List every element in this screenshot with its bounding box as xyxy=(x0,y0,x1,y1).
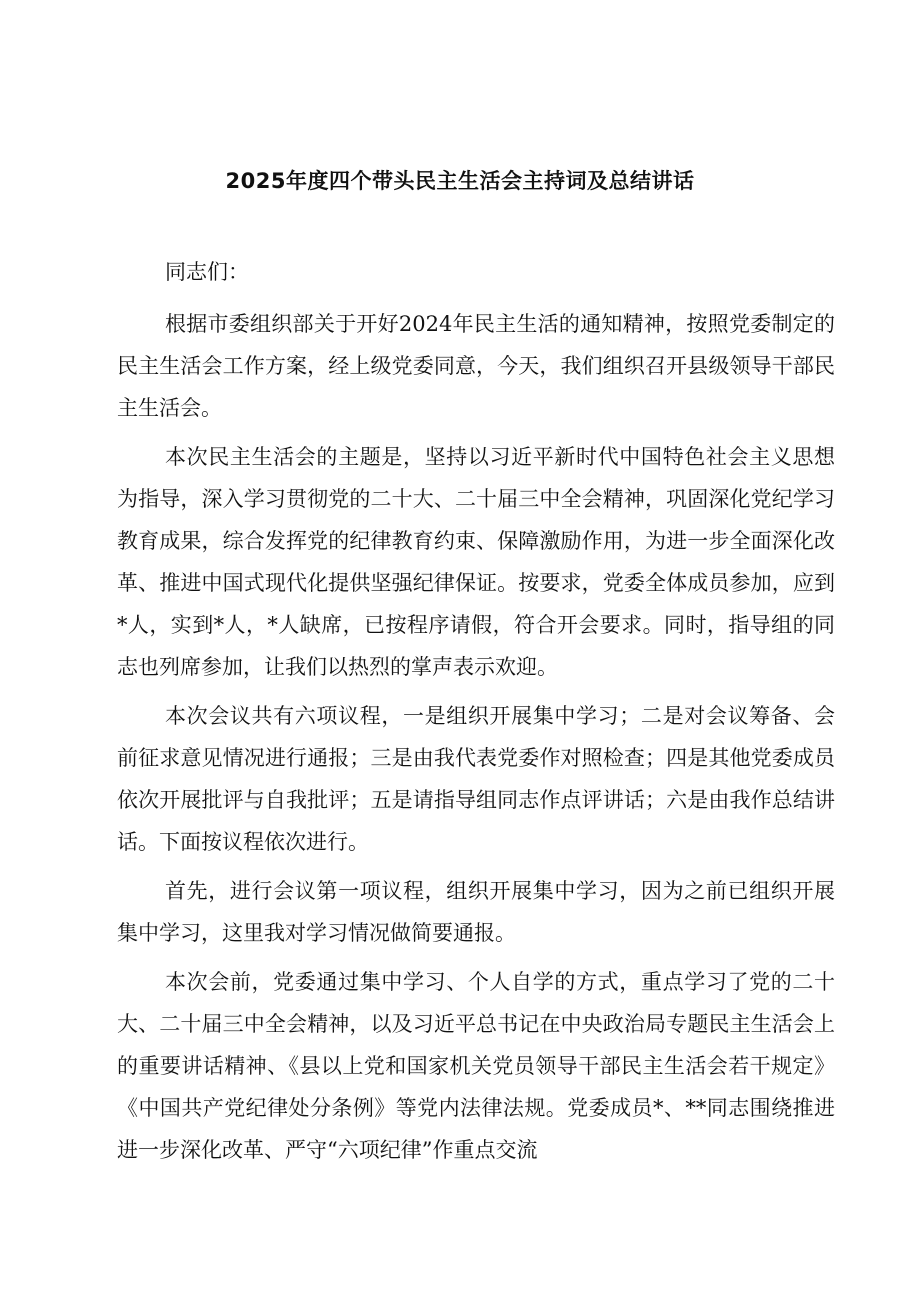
document-title: 2025年度四个带头民主生活会主持词及总结讲话 xyxy=(225,169,695,193)
paragraph-study-report: 本次会前，党委通过集中学习、个人自学的方式，重点学习了党的二十大、二十届三中全会精神，以及习近平总书记在中央政治局专题民主生活会上的重要讲话精神、《县以上党和国家机关党员领导干部民主生活会若干规定》《中国共产党纪律处分条例》等党内法律法规。党委成员*、**同志围绕推进进一步深化改革、严守“六项纪律”作重点交流 xyxy=(117,970,835,1162)
document-body xyxy=(117,251,835,1178)
paragraph-first-item: 首先，进行会议第一项议程，组织开展集中学习，因为之前已组织开展集中学习，这里我对学习情况做简要通报。 xyxy=(117,879,835,945)
paragraph-meeting-basis: 根据市委组织部关于开好2024年民主生活的通知精神，按照党委制定的民主生活会工作方案，经上级党委同意，今天，我们组织召开县级领导干部民主生活会。 xyxy=(117,312,835,420)
paragraph-meeting-theme: 本次民主生活会的主题是，坚持以习近平新时代中国特色社会主义思想为指导，深入学习贯彻党的二十大、二十届三中全会精神，巩固深化党纪学习教育成果，综合发挥党的纪律教育约束、保障激励作用，为进一步全面深化改革、推进中国式现代化提供坚强纪律保证。按要求，党委全体成员参加，应到*人，实到*人，*人缺席，已按程序请假，符合开会要求。同时，指导组的同志也列席参加，让我们以热烈的掌声表示欢迎。 xyxy=(117,445,835,679)
greeting: 同志们： xyxy=(165,260,249,284)
paragraph-agenda: 本次会议共有六项议程，一是组织开展集中学习；二是对会议筹备、会前征求意见情况进行通报；三是由我代表党委作对照检查；四是其他党委成员依次开展批评与自我批评；五是请指导组同志作点评讲话；六是由我作总结讲话。下面按议程依次进行。 xyxy=(117,704,835,854)
